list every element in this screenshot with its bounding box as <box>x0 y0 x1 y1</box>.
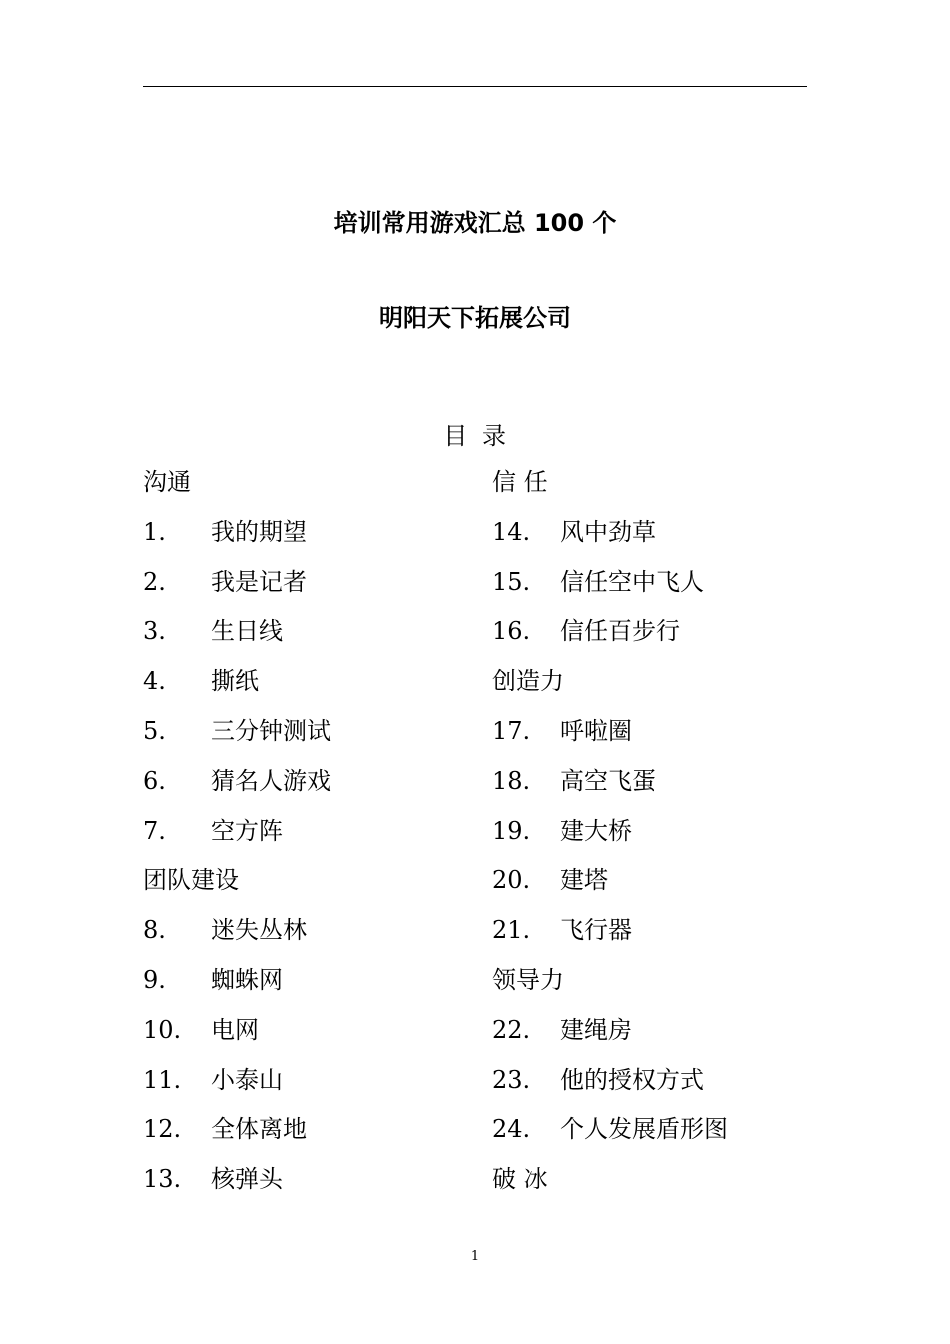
toc-entry <box>492 913 728 963</box>
toc-entry <box>143 963 331 1013</box>
toc-entry-label: 个人发展盾形图 <box>560 1115 728 1144</box>
toc-entry-label: 建绳房 <box>560 1015 632 1044</box>
toc-entry-label: 高空飞蛋 <box>560 766 656 795</box>
toc-section-heading: 沟通 <box>143 468 191 496</box>
toc-entry-number: 13. <box>143 1165 182 1194</box>
toc-entry-label: 呼啦圈 <box>560 716 632 745</box>
toc-entry <box>143 1112 331 1162</box>
page-number: 1 <box>470 1249 480 1264</box>
toc-section-heading: 创造力 <box>492 667 564 696</box>
toc-entry <box>492 1112 728 1162</box>
toc-left-column <box>143 465 331 1212</box>
toc-entry <box>143 1013 331 1063</box>
toc-entry-number: 11. <box>143 1065 182 1094</box>
toc-entry <box>492 515 728 565</box>
toc-entry-label: 迷失丛林 <box>211 916 307 945</box>
toc-entry <box>143 1162 331 1212</box>
toc-entry-number: 20. <box>492 866 531 895</box>
toc-entry-number: 14. <box>492 517 531 546</box>
toc-entry-label: 生日线 <box>211 617 283 646</box>
toc-entry <box>492 764 728 814</box>
toc-section-heading: 破 冰 <box>492 1165 548 1194</box>
toc-entry-number: 7. <box>143 816 166 845</box>
toc-entry <box>492 1013 728 1063</box>
toc-entry-label: 电网 <box>211 1015 259 1044</box>
company-name: 明阳天下拓展公司 <box>379 304 571 332</box>
header-rule <box>143 86 807 87</box>
toc-entry-number: 23. <box>492 1065 531 1094</box>
toc-entry-number: 9. <box>143 965 166 994</box>
toc-entry <box>143 664 331 714</box>
toc-entry-label: 小泰山 <box>211 1065 283 1094</box>
toc-entry-label: 撕纸 <box>211 667 259 696</box>
toc-entry-label: 飞行器 <box>560 916 632 945</box>
toc-section-heading: 团队建设 <box>143 866 239 895</box>
toc-entry <box>492 1063 728 1113</box>
toc-entry-label: 建大桥 <box>560 816 632 845</box>
toc-entry <box>492 814 728 864</box>
toc-entry-label: 风中劲草 <box>560 517 656 546</box>
toc-entry-number: 16. <box>492 617 531 646</box>
toc-entry-label: 全体离地 <box>211 1115 307 1144</box>
toc-entry <box>143 814 331 864</box>
toc-right-column <box>492 465 728 1212</box>
toc-entry-label: 我的期望 <box>211 517 307 546</box>
toc-entry <box>143 1063 331 1113</box>
toc-entry <box>143 764 331 814</box>
toc-entry-number: 24. <box>492 1115 531 1144</box>
toc-entry-label: 他的授权方式 <box>560 1065 704 1094</box>
toc-entry <box>492 714 728 764</box>
toc-heading: 目 录 <box>443 422 507 450</box>
document-title: 培训常用游戏汇总 100 个 <box>333 209 617 237</box>
toc-entry-number: 6. <box>143 766 166 795</box>
toc-entry <box>143 565 331 615</box>
toc-entry-number: 19. <box>492 816 531 845</box>
toc-entry-label: 三分钟测试 <box>211 716 331 745</box>
toc-entry-number: 4. <box>143 667 166 696</box>
toc-entry <box>492 863 728 913</box>
toc-entry-label: 信任空中飞人 <box>560 567 704 596</box>
toc-entry-label: 建塔 <box>560 866 608 895</box>
toc-entry <box>143 614 331 664</box>
toc-entry-number: 2. <box>143 567 166 596</box>
toc-entry-label: 信任百步行 <box>560 617 680 646</box>
toc-entry-number: 10. <box>143 1015 182 1044</box>
toc-entry-number: 12. <box>143 1115 182 1144</box>
toc-entry <box>143 913 331 963</box>
toc-entry <box>143 714 331 764</box>
toc-entry-label: 空方阵 <box>211 816 283 845</box>
toc-entry-number: 5. <box>143 716 166 745</box>
toc-entry-number: 22. <box>492 1015 531 1044</box>
toc-entry-number: 8. <box>143 916 166 945</box>
toc-entry-number: 3. <box>143 617 166 646</box>
toc-entry <box>143 515 331 565</box>
toc-entry-number: 1. <box>143 517 166 546</box>
toc-entry <box>492 614 728 664</box>
toc-entry-label: 蜘蛛网 <box>211 965 283 994</box>
toc-entry-number: 18. <box>492 766 531 795</box>
toc-entry-label: 我是记者 <box>211 567 307 596</box>
toc-entry <box>492 565 728 615</box>
toc-section-heading: 信 任 <box>492 468 548 496</box>
toc-entry-label: 核弹头 <box>211 1165 283 1194</box>
toc-entry-label: 猜名人游戏 <box>211 766 331 795</box>
toc-entry-number: 21. <box>492 916 531 945</box>
toc-entry-number: 15. <box>492 567 531 596</box>
toc-entry-number: 17. <box>492 716 531 745</box>
toc-section-heading: 领导力 <box>492 965 564 994</box>
